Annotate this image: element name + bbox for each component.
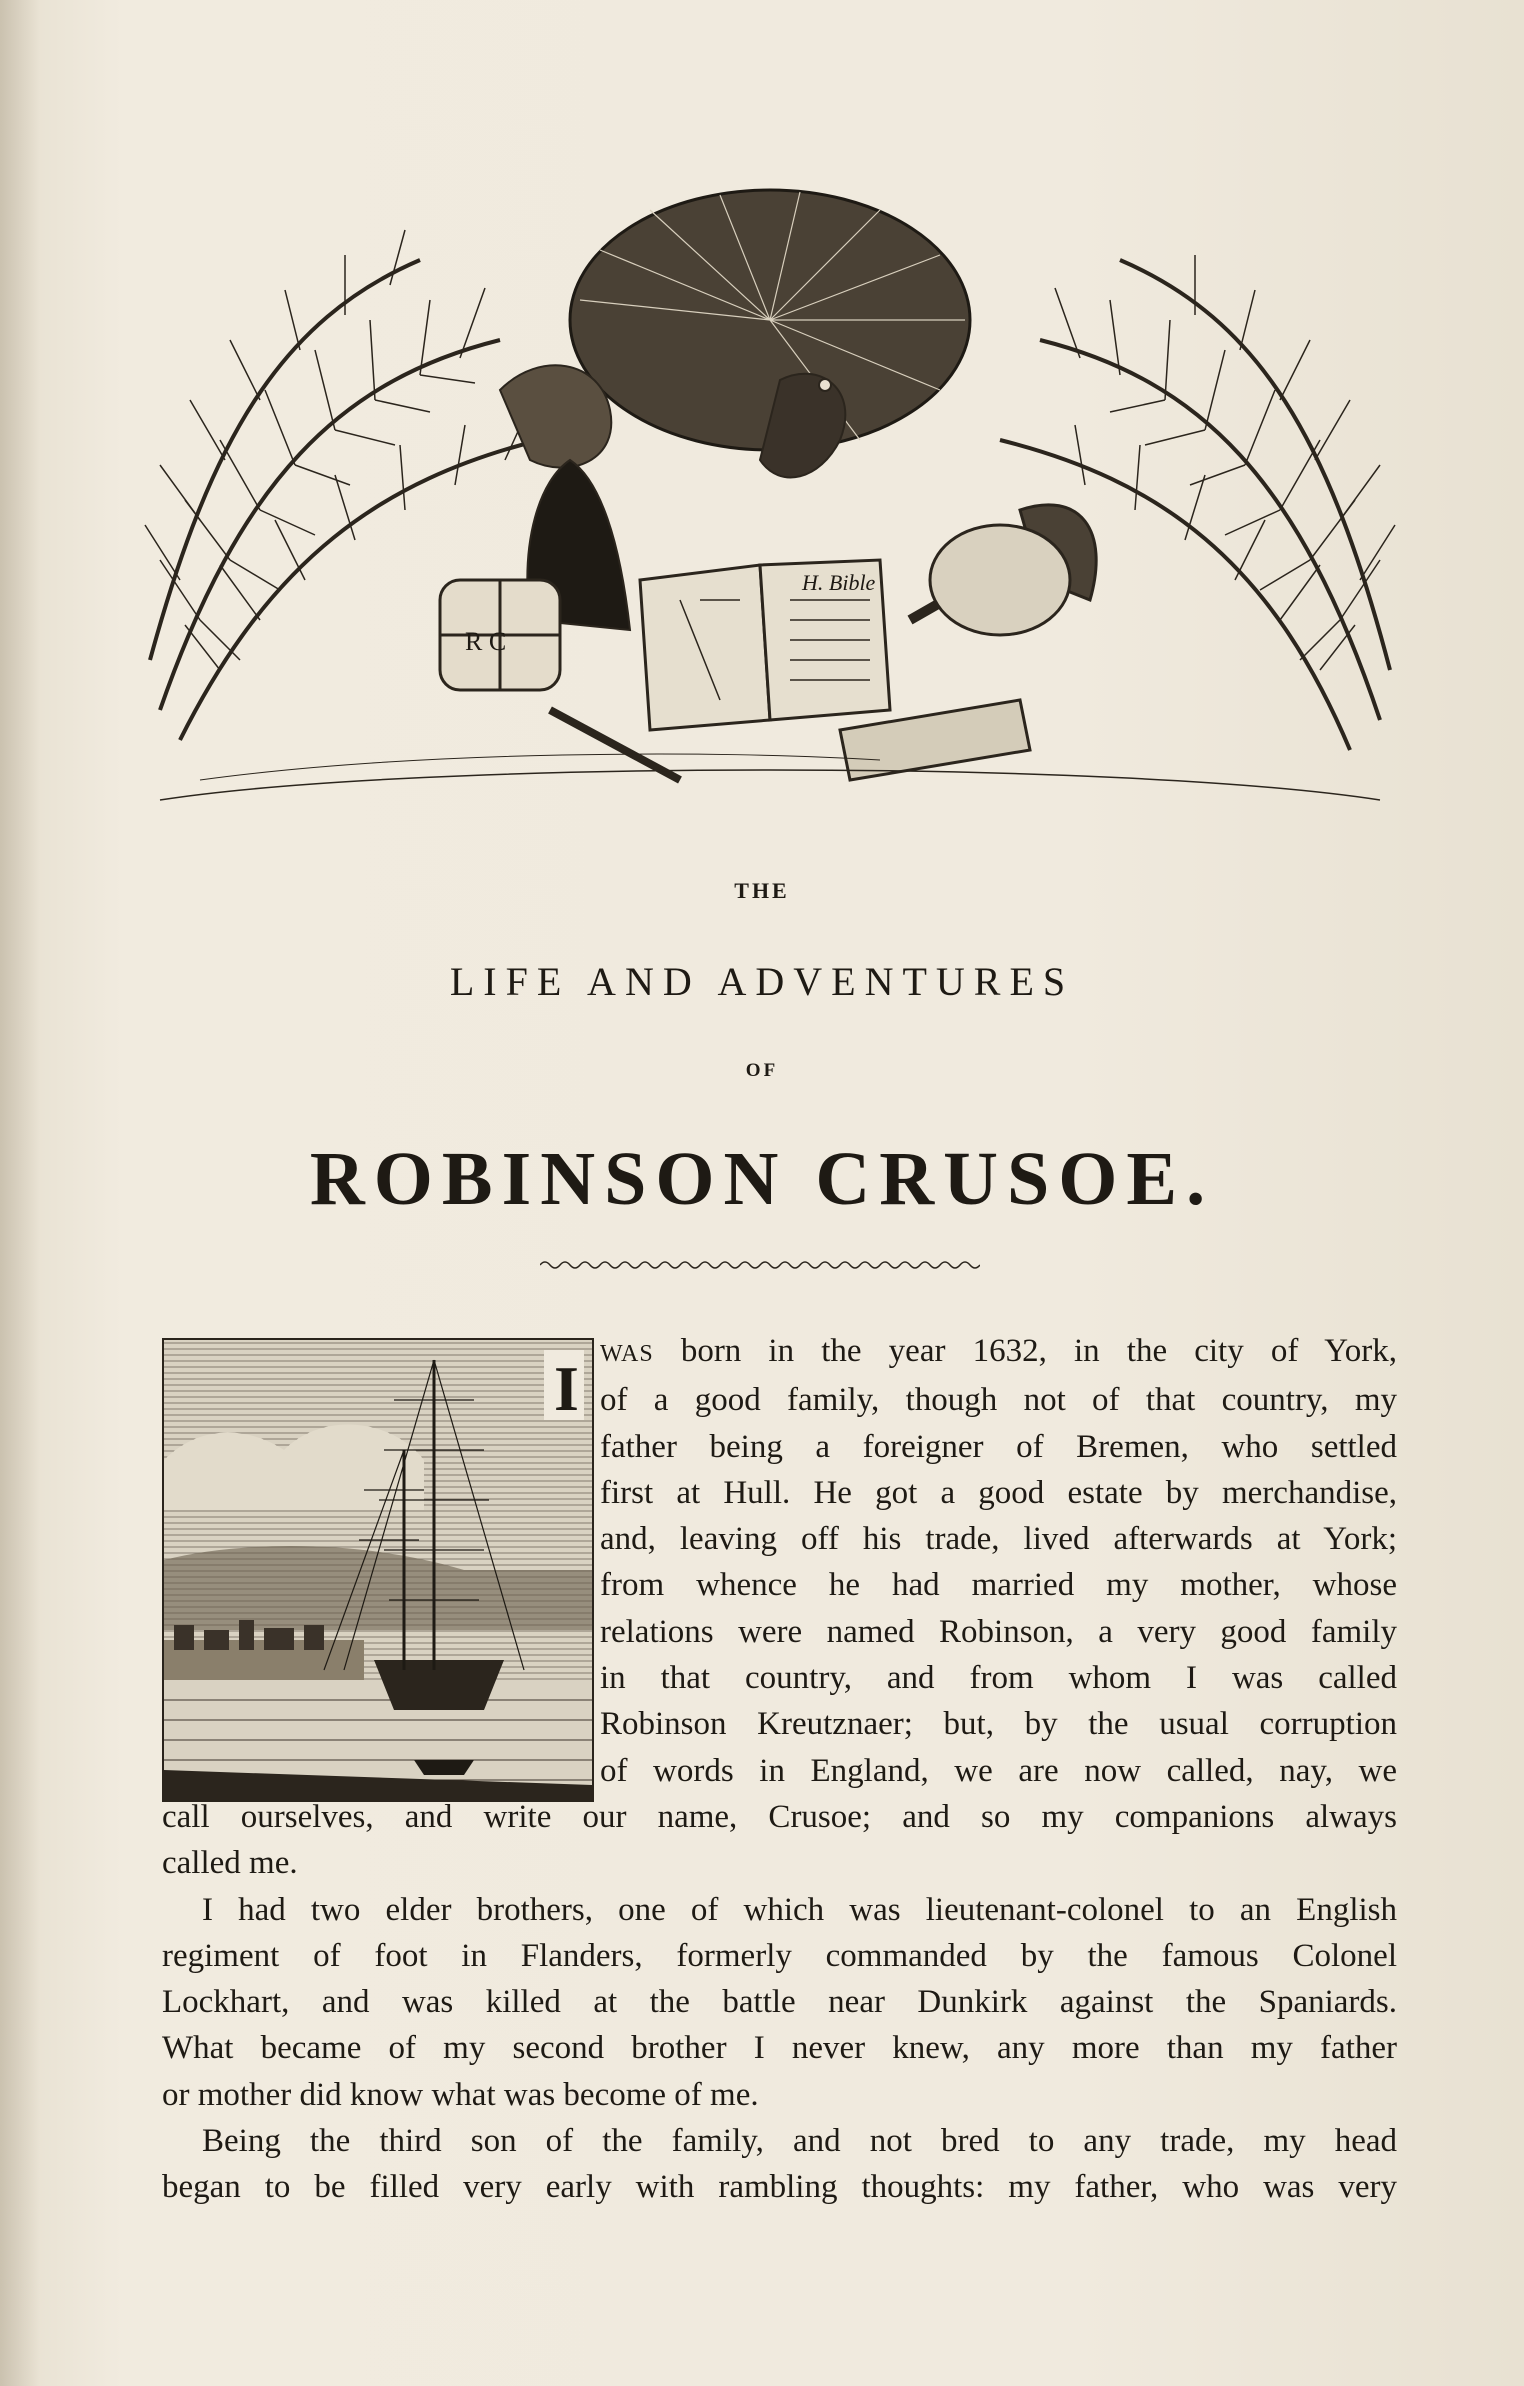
text-line: of words in England, we are now called, nay, we (600, 1752, 1397, 1789)
text-line: I had two elder brothers, one of which was lieutenant-colonel to an English (202, 1891, 1397, 1928)
text-line: Lockhart, and was killed at the battle near Dunkirk against the Spaniards. (162, 1984, 1397, 2021)
text-line: Robinson Kreutznaer; but, by the usual corruption (600, 1706, 1397, 1743)
text-line: What became of my second brother I never knew, any more than my father (162, 2030, 1397, 2067)
text-line: Being the third son of the family, and not bred to any trade, my head (202, 2123, 1397, 2160)
text-line: or mother did know what was become of me. (162, 2076, 759, 2113)
title-of: OF (745, 1060, 779, 1081)
text-line: WAS born in the year 1632, in the city of York, (600, 1333, 1398, 1369)
text-line: in that country, and from whom I was called (600, 1660, 1397, 1697)
text-line: first at Hull. He got a good estate by merchandise, (600, 1474, 1397, 1511)
bundle-label: R C (465, 627, 507, 656)
header-vignette-illustration (120, 60, 1420, 880)
text-line: father being a foreigner of Bremen, who settled (600, 1428, 1397, 1465)
text-line: call ourselves, and write our name, Crusoe; and so my companions always (162, 1798, 1397, 1835)
dropcap-letter: I (554, 1353, 579, 1424)
text-line: called me. (162, 1845, 298, 1882)
title-life-and-adventures: LIFE AND ADVENTURES (449, 959, 1075, 1004)
text-line: of a good family, though not of that country, my (600, 1382, 1397, 1419)
text-line: relations were named Robinson, a very good family (600, 1613, 1397, 1650)
text-line: from whence he had married my mother, whose (600, 1567, 1397, 1604)
chapter-text (162, 1328, 1397, 2211)
text-line: and, leaving off his trade, lived afterwards at York; (600, 1521, 1397, 1558)
first-word: WAS (600, 1341, 654, 1367)
wavy-divider (540, 1258, 980, 1272)
bible-label: H. Bible (802, 570, 876, 595)
text-line: began to be filled very early with rambling thoughts: my father, who was very (162, 2169, 1397, 2206)
title-the: THE (734, 878, 790, 903)
book-title: ROBINSON CRUSOE. (309, 1137, 1215, 1221)
text-line: regiment of foot in Flanders, formerly commanded by the famous Colonel (162, 1937, 1397, 1974)
